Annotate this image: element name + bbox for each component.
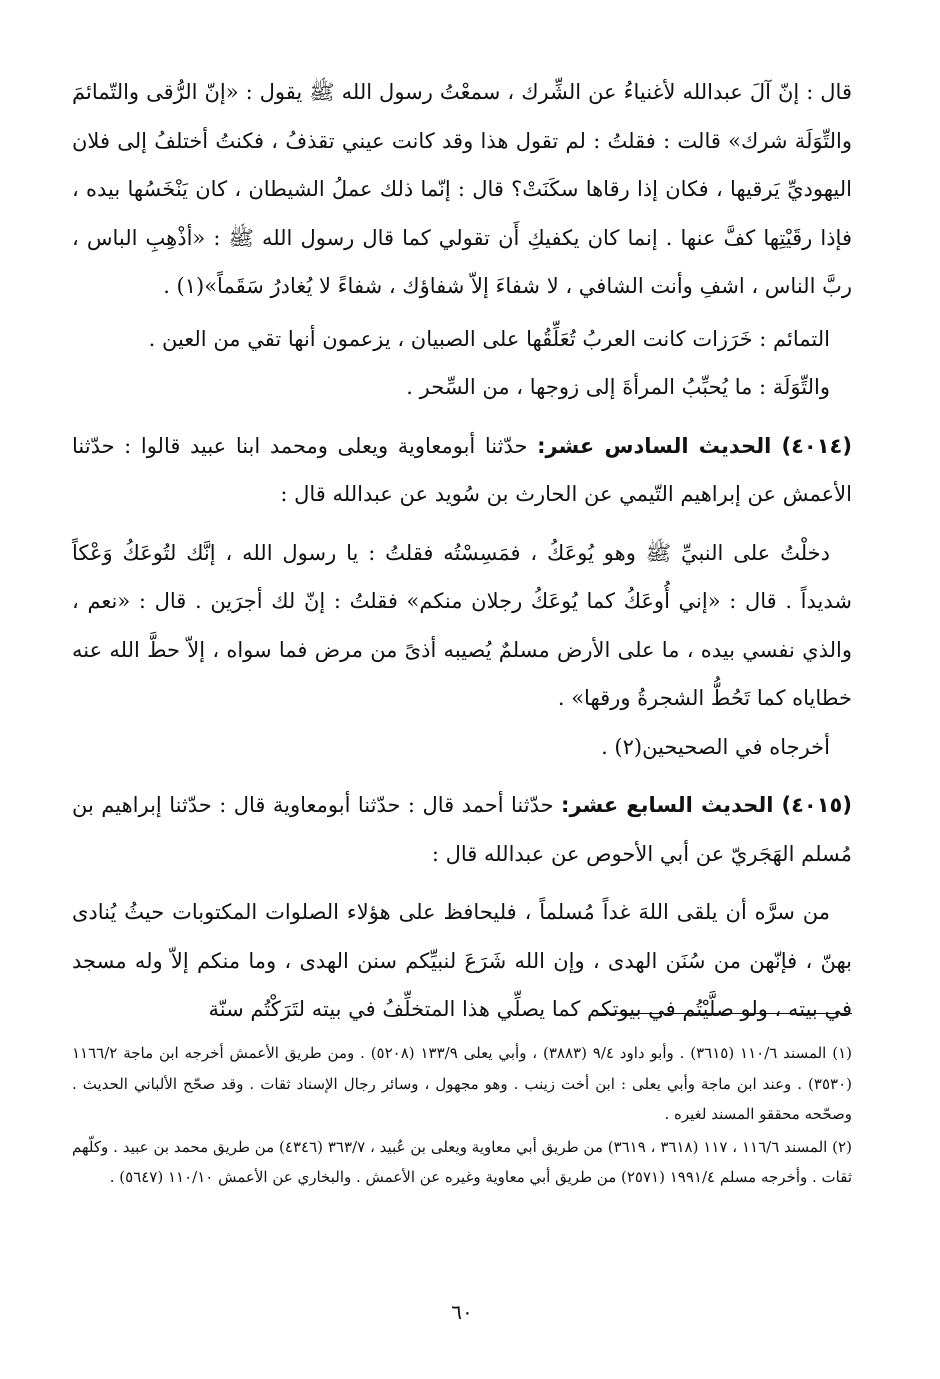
hadith-16-chain: حدّثنا أبومعاوية ويعلى ومحمد ابنا عبيد قالوا : حدّثنا الأعمش عن إبراهيم التّيمي عن الحارث بن سُويد عن عبدالله قال : xyxy=(72,433,852,506)
hadith-17-heading: (٤٠١٥) الحديث السابع عشر: xyxy=(561,793,852,817)
hadith-16-source: أخرجاه في الصحيحين(٢) . xyxy=(601,734,830,759)
paragraph-tiwala-definition: والتِّوَلَة : ما يُحبِّبُ المرأةَ إلى زوجها ، من السِّحر . xyxy=(406,375,830,399)
hadith-17-matn: من سرَّه أن يلقى اللهَ غداً مُسلماً ، فليحافظ على هؤلاء الصلوات المكتوبات حيثُ يُنادى بهنّ ، فإنّهن من سُنَن الهدى ، وإن الله شَرَعَ لنبيِّكم سنن الهدى ، وما منكم إلاّ وله مسجد في بيته ، ولو صلَّيْتُم في بيوتكم كما يصلِّي هذا المتخلِّفُ في بيته لتَرَكْتُم سنّة xyxy=(72,900,852,1021)
paragraph-tamaim-definition: التمائم : خَرَزات كانت العربُ تُعَلِّقُها على الصبيان ، يزعمون أنها تقي من العين . xyxy=(148,326,830,351)
hadith-16-isnad xyxy=(72,422,852,519)
hadith-17-chain: حدّثنا أحمد قال : حدّثنا أبومعاوية قال : حدّثنا إبراهيم بن مُسلم الهَجَريّ عن أبي الأحوص عن عبدالله قال : xyxy=(72,793,852,866)
paragraph-hadith-continuation: قال : إنّ آلَ عبدالله لأغنياءُ عن الشِّرك ، سمعْتُ رسول الله ﷺ يقول : «إنّ الرُّقى والتّمائمَ والتِّوَلَة شرك» قالت : فقلتُ : لم تقول هذا وقد كانت عيني تقذفُ ، فكنتُ أختلفُ إلى فلان اليهوديِّ يَرقيها ، فكان إذا رقاها سكَنَتْ؟ قال : إنّما ذلك عملُ الشيطان ، كان يَنْخَسُها بيده ، فإذا رقَيْتِها كفَّ عنها . إنما كان يكفيكِ أَن تقولي كما قال رسول الله ﷺ : «أذْهِبِ الباس ، ربَّ الناس ، اشفِ وأنت الشافي ، لا شفاءَ إلاّ شفاؤك ، شفاءً لا يُغادرُ سَقَماً»(١) . xyxy=(72,80,852,298)
footnote-separator xyxy=(597,1013,852,1014)
hadith-17-isnad xyxy=(72,781,852,878)
hadith-16-matn: دخلْتُ على النبيِّ ﷺ وهو يُوعَكُ ، فمَسِسْتُه فقلتُ : يا رسول الله ، إنَّك لتُوعَكُ وَعْكاً شديداً . قال : «إني أُوعَكُ كما يُوعَكُ رجلان منكم» فقلتُ : إنّ لك أجرَين . قال : «نعم ، والذي نفسي بيده ، ما على الأرض مسلمٌ يُصيبه أذىً من مرض فما سواه ، إلاّ حطَّ الله عنه خطاياه كما تَحُطُّ الشجرةُ ورقها» . xyxy=(72,540,852,710)
footnote-2: (٢) المسند ١١٦/٦ ، ١١٧ (٣٦١٨ ، ٣٦١٩) من طريق أبي معاوية ويعلى بن عُبيد ، ٣٦٣/٧ (٤٣٤٦) من طريق محمد بن عبيد . وكلّهم ثقات . وأخرجه مسلم ١٩٩١/٤ (٢٥٧١) من طريق أبي معاوية وغيره عن الأعمش . والبخاري عن الأعمش ١١٠/١٠ (٥٦٤٧) . xyxy=(72,1137,852,1186)
hadith-16-heading: (٤٠١٤) الحديث السادس عشر: xyxy=(537,433,852,458)
footnote-1: (١) المسند ١١٠/٦ (٣٦١٥) . وأبو داود ٩/٤ (٣٨٨٣) ، وأبي يعلى ١٣٣/٩ (٥٢٠٨) . ومن طريق الأعمش أخرجه ابن ماجة ١١٦٦/٢ (٣٥٣٠) . وعند ابن ماجة وأبي يعلى : ابن أخت زينب . وهو مجهول ، وسائر رجال الإسناد ثقات . وقد صحّح الألباني الحديث . وصحّحه محققو المسند لغيره . xyxy=(72,1044,852,1123)
page-number: ٦٠ xyxy=(451,1300,473,1324)
footnotes xyxy=(72,1038,852,1193)
book-page xyxy=(72,68,852,1358)
